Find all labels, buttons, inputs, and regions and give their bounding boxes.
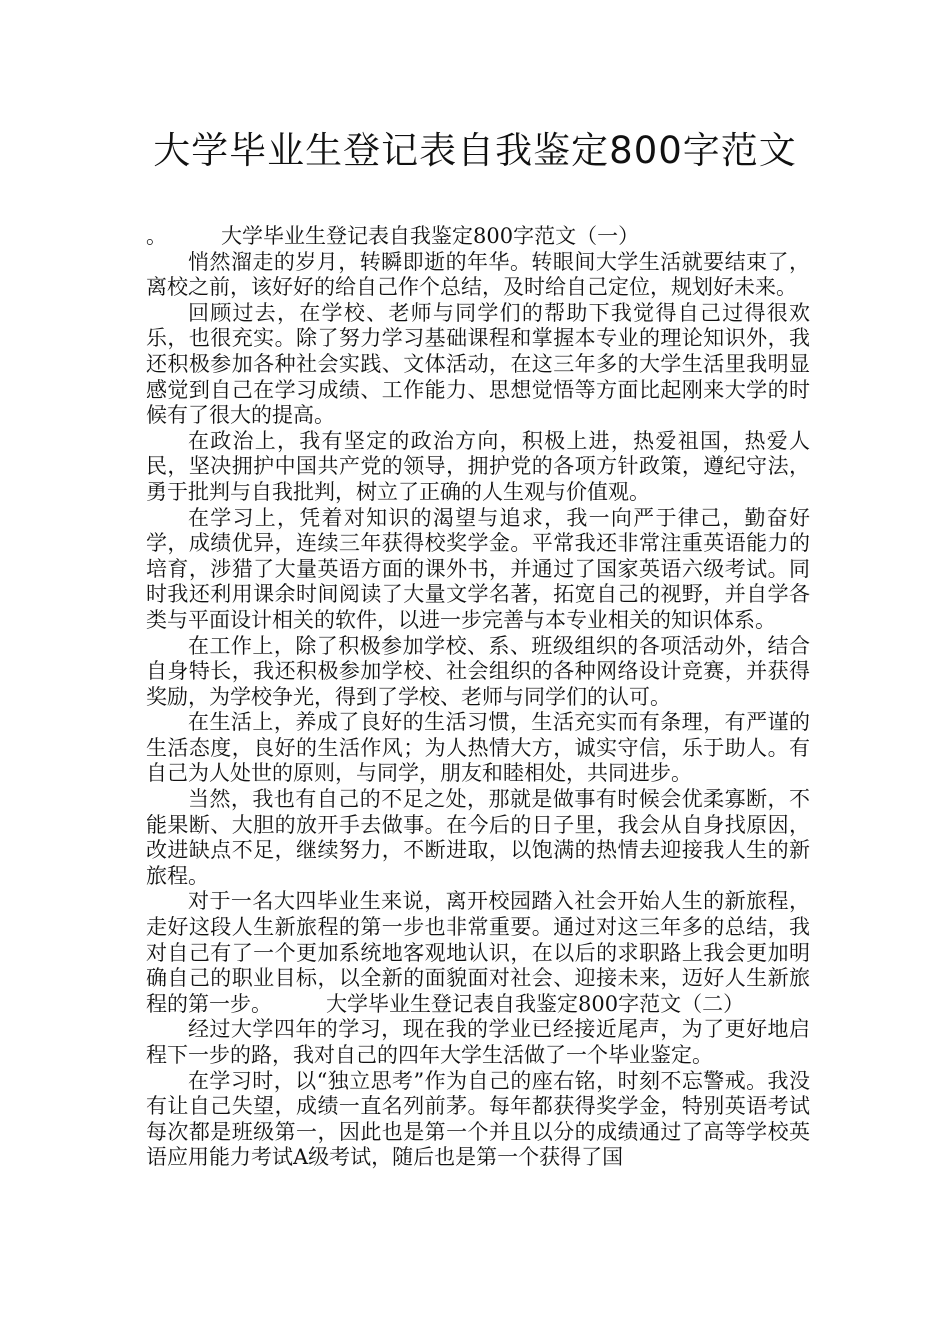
paragraph: 悄然溜走的岁月，转瞬即逝的年华。转眼间大学生活就要结束了，离校之前，该好好的给自己作个总结，及时给自己定位，规划好未来。: [146, 249, 810, 300]
paragraph: 在政治上，我有坚定的政治方向，积极上进，热爱祖国，热爱人民，坚决拥护中国共产党的领导，拥护党的各项方针政策，遵纪守法，勇于批判与自我批判，树立了正确的人生观与价值观。: [146, 428, 810, 504]
paragraph: 在工作上，除了积极参加学校、系、班级组织的各项活动外，结合自身特长，我还积极参加学校、社会组织的各种网络设计竞赛，并获得奖励，为学校争光，得到了学校、老师与同学们的认可。: [146, 633, 810, 709]
section-heading-1-text: 大学毕业生登记表自我鉴定800字范文（一）: [221, 224, 640, 248]
section-heading-1: [146, 224, 810, 250]
paragraph-with-heading: [146, 889, 810, 1017]
paragraph-text: 对于一名大四毕业生来说，离开校园踏入社会开始人生的新旅程，走好这段人生新旅程的第一步也非常重要。通过对这三年多的总结，我对自己有了一个更加系统地客观地认识，在以后的求职路上我会更加明确自己的职业目标，以全新的面貌面对社会、迎接未来，迈好人生新旅程的第一步。: [146, 889, 810, 1016]
paragraph: 回顾过去，在学校、老师与同学们的帮助下我觉得自己过得很欢乐，也很充实。除了努力学习基础课程和掌握本专业的理论知识外，我还积极参加各种社会实践、文体活动，在这三年多的大学生活里我明显感觉到自己在学习成绩、工作能力、思想觉悟等方面比起刚来大学的时候有了很大的提高。: [146, 300, 810, 428]
paragraph: 在学习时，以“独立思考”作为自己的座右铭，时刻不忘警戒。我没有让自己失望，成绩一直名列前茅。每年都获得奖学金，特别英语考试每次都是班级第一，因此也是第一个并且以分的成绩通过了高等学校英语应用能力考试A级考试，随后也是第一个获得了国: [146, 1068, 810, 1170]
paragraph: 在学习上，凭着对知识的渴望与追求，我一向严于律己，勤奋好学，成绩优异，连续三年获得校奖学金。平常我还非常注重英语能力的培育，涉猎了大量英语方面的课外书，并通过了国家英语六级考试。同时我还利用课余时间阅读了大量文学名著，拓宽自己的视野，并自学各类与平面设计相关的软件，以进一步完善与本专业相关的知识体系。: [146, 505, 810, 632]
lead-mark: 。: [146, 224, 167, 248]
paragraph: 经过大学四年的学习，现在我的学业已经接近尾声，为了更好地启程下一步的路，我对自己的四年大学生活做了一个毕业鉴定。: [146, 1017, 810, 1067]
paragraph: 当然，我也有自己的不足之处，那就是做事有时候会优柔寡断，不能果断、大胆的放开手去做事。在今后的日子里，我会从自身找原因，改进缺点不足，继续努力，不断进取，以饱满的热情去迎接我人生的新旅程。: [146, 787, 810, 888]
paragraph: 在生活上，养成了良好的生活习惯，生活充实而有条理，有严谨的生活态度，良好的生活作风；为人热情大方，诚实守信，乐于助人。有自己为人处世的原则，与同学，朋友和睦相处，共同进步。: [146, 710, 810, 786]
document-title: 大学毕业生登记表自我鉴定800字范文: [153, 129, 797, 172]
section-heading-2: 大学毕业生登记表自我鉴定800字范文（二）: [326, 991, 745, 1016]
document-body: [146, 224, 810, 1171]
